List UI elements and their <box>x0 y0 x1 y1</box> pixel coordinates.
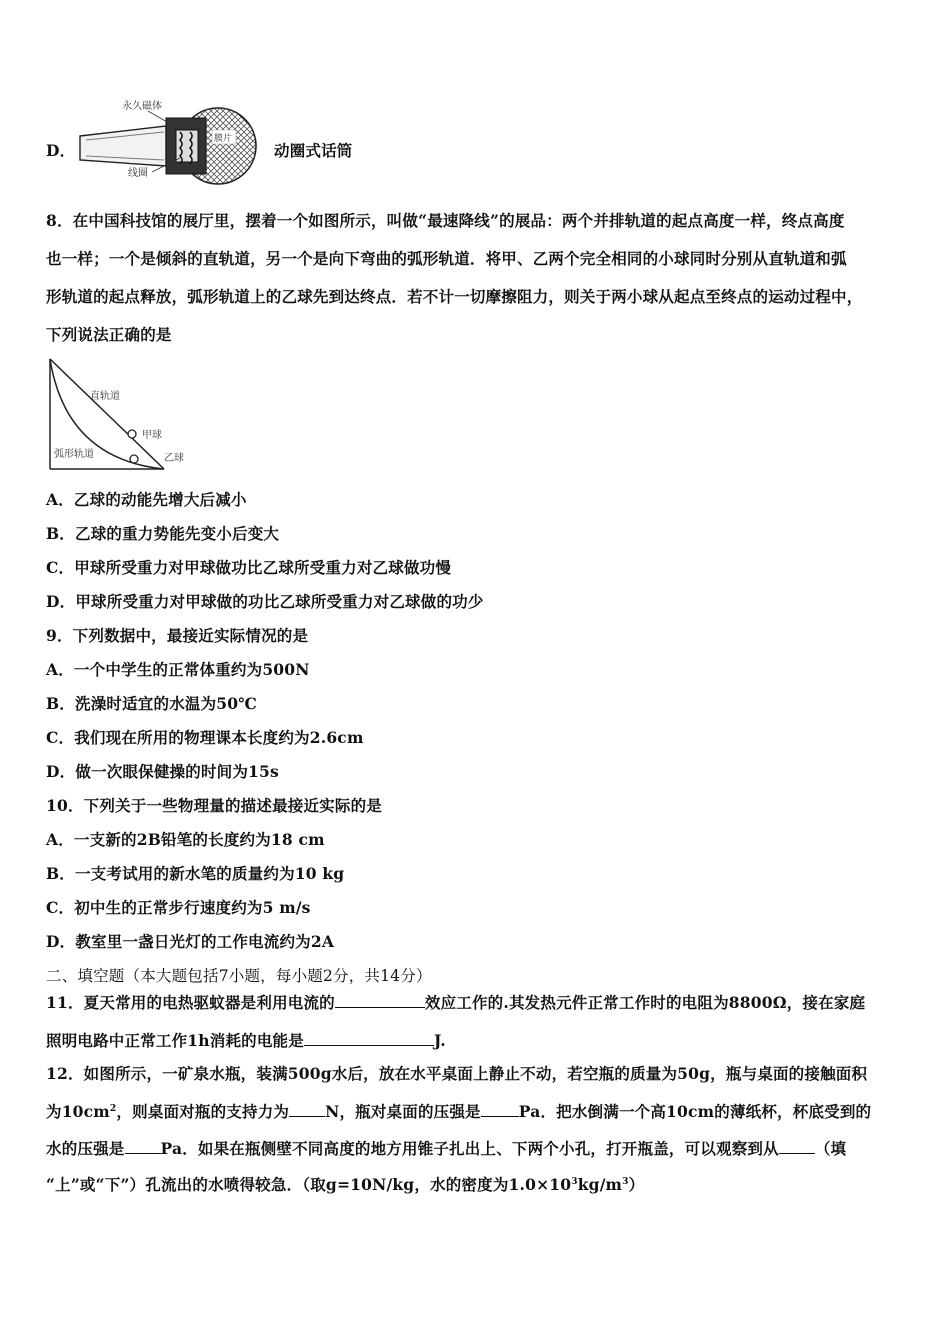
q8-stem-line-2: 也一样；一个是倾斜的直轨道，另一个是向下弯曲的弧形轨道．将甲、乙两个完全相同的小球同时分别从直轨道和弧 <box>46 249 847 268</box>
fastest-descent-track-figure <box>46 355 196 475</box>
q9-stem: 9．下列数据中，最接近实际情况的是 <box>46 626 309 645</box>
q12-text-4b: kg/m <box>577 1175 623 1194</box>
q12-line-3 <box>46 1138 846 1159</box>
q12-text-2b: ，则桌面对瓶的支持力为 <box>116 1102 290 1121</box>
straight-track-label: 直轨道 <box>90 391 120 402</box>
q12-text-3c: （填 <box>814 1139 847 1158</box>
q12-text-2a: 为10cm <box>46 1102 110 1121</box>
q11-text-2a: 照明电路中正常工作1h消耗的电能是 <box>46 1031 304 1050</box>
q8-option-a: A．乙球的动能先增大后减小 <box>46 490 247 509</box>
dynamic-microphone-figure <box>76 96 266 196</box>
ball-yi <box>130 455 138 463</box>
q7-option-d-label: D． <box>46 141 76 160</box>
q7-option-d-caption: 动圈式话筒 <box>274 141 353 160</box>
q12-text-4a: “上”或“下”）孔流出的水喷得较急．（取g=10N/kg，水的密度为1.0×10 <box>46 1175 572 1194</box>
q11-text-2b: J. <box>433 1031 446 1050</box>
q11-line-2 <box>46 1030 446 1051</box>
q8-option-d: D．甲球所受重力对甲球做的功比乙球所受重力对乙球做的功少 <box>46 592 484 611</box>
q12-blank-4[interactable] <box>779 1138 815 1154</box>
q12-sup-4: 3 <box>571 1176 578 1187</box>
q11-blank-1[interactable] <box>335 992 425 1008</box>
q10-stem: 10．下列关于一些物理量的描述最接近实际的是 <box>46 796 382 815</box>
q9-option-b: B．洗澡时适宜的水温为50℃ <box>46 694 258 713</box>
q12-text-2d: Pa．把水倒满一个高10cm的薄纸杯，杯底受到的 <box>518 1102 872 1121</box>
q12-line-4 <box>46 1175 644 1195</box>
q12-blank-3[interactable] <box>125 1138 161 1154</box>
q12-text-2c: N，瓶对桌面的压强是 <box>325 1102 481 1121</box>
q12-text-4c: ） <box>628 1175 645 1194</box>
q11-text-1b: 效应工作的.其发热元件正常工作时的电阻为8800Ω，接在家庭 <box>424 993 866 1012</box>
q11-line-1 <box>46 992 865 1013</box>
q8-stem-line-4: 下列说法正确的是 <box>46 325 172 344</box>
q10-option-d: D．教室里一盏日光灯的工作电流约为2A <box>46 932 335 951</box>
membrane-label: 膜片 <box>214 133 233 143</box>
coil-label: 线圈 <box>128 168 148 179</box>
q12-text-3a: 水的压强是 <box>46 1139 125 1158</box>
q12-line-1: 12．如图所示，一矿泉水瓶，装满500g水后，放在水平桌面上静止不动，若空瓶的质量为50g，瓶与桌面的接触面积 <box>46 1064 868 1083</box>
q10-option-b: B．一支考试用的新水笔的质量约为10 kg <box>46 864 345 883</box>
arc-track-label: 弧形轨道 <box>54 449 94 460</box>
q8-stem-line-1: 8．在中国科技馆的展厅里，摆着一个如图所示，叫做“最速降线”的展品：两个并排轨道的起点高度一样，终点高度 <box>46 211 845 230</box>
microphone-handle <box>80 126 166 166</box>
q12-line-2 <box>46 1101 871 1122</box>
ball-yi-label: 乙球 <box>164 453 184 464</box>
q12-blank-1[interactable] <box>289 1101 325 1117</box>
q8-option-c: C．甲球所受重力对甲球做功比乙球所受重力对乙球做功慢 <box>46 558 452 577</box>
ball-jia <box>128 430 136 438</box>
q9-option-c: C．我们现在所用的物理课本长度约为2.6cm <box>46 728 364 747</box>
ball-jia-label: 甲球 <box>142 430 162 441</box>
q10-option-c: C．初中生的正常步行速度约为5 m/s <box>46 898 311 917</box>
q8-option-b: B．乙球的重力势能先变小后变大 <box>46 524 280 543</box>
q12-sup-4b: 3 <box>622 1176 629 1187</box>
q12-text-3b: Pa．如果在瓶侧壁不同高度的地方用锥子扎出上、下两个小孔，打开瓶盖，可以观察到从 <box>160 1139 779 1158</box>
q11-blank-2[interactable] <box>304 1030 434 1046</box>
q9-option-a: A．一个中学生的正常体重约为500N <box>46 660 310 679</box>
section-2-title: 二、填空题（本大题包括7小题，每小题2分，共14分） <box>46 967 432 985</box>
q9-option-d: D．做一次眼保健操的时间为15s <box>46 762 279 781</box>
magnet-label: 永久磁体 <box>122 101 162 112</box>
q10-option-a: A．一支新的2B铅笔的长度约为18 cm <box>46 830 325 849</box>
q8-stem-line-3: 形轨道的起点释放，弧形轨道上的乙球先到达终点．若不计一切摩擦阻力，则关于两小球从起点至终点的运动过程中， <box>46 287 863 306</box>
q11-text-1a: 11．夏天常用的电热驱蚊器是利用电流的 <box>46 993 335 1012</box>
q12-sup-2: 2 <box>109 1103 117 1114</box>
q12-blank-2[interactable] <box>481 1101 519 1117</box>
